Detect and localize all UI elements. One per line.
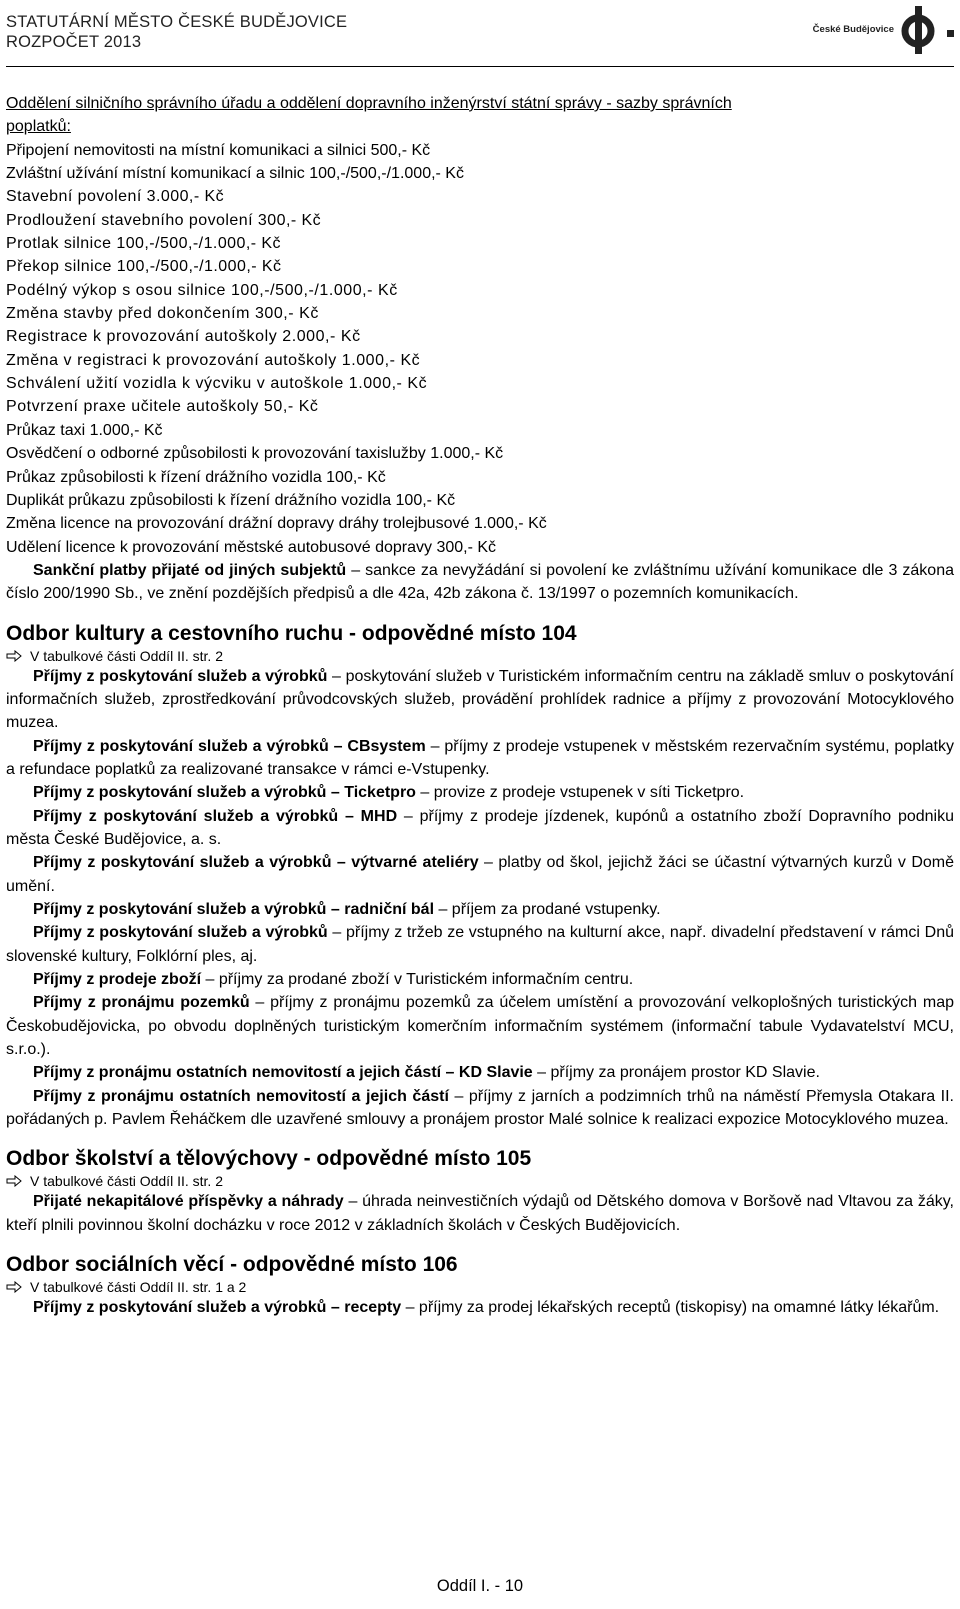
- fee-item: Průkaz způsobilosti k řízení drážního vozidla 100,- Kč: [6, 468, 386, 486]
- fee-item: Změna stavby před dokončením 300,- Kč: [6, 305, 319, 323]
- arrow-right-icon: [6, 1175, 22, 1187]
- page-header: [6, 12, 954, 62]
- table-reference: V tabulkové části Oddíl II. str. 2: [6, 647, 954, 665]
- fee-item: Schválení užití vozidla k výcviku v autoškole 1.000,- Kč: [6, 375, 428, 393]
- paragraph: Příjmy z pronájmu pozemků – příjmy z pronájmu pozemků za účelem umístění a provozování velkoplošných turistických map Českobudějovicka, po obvodu doplněných turistickým komerčním informačním systémem (informační tabule Vydavatelství MCU, s.r.o.).: [6, 994, 954, 1059]
- page-number: Oddíl I. - 10: [436, 1577, 524, 1595]
- fee-list: [6, 139, 954, 559]
- arrow-right-icon: [6, 650, 22, 662]
- fee-item: Stavební povolení 3.000,- Kč: [6, 188, 225, 206]
- paragraph: [6, 559, 954, 606]
- header-budget: ROZPOČET 2013: [6, 33, 142, 51]
- fee-item: Protlak silnice 100,-/500,-/1.000,- Kč: [6, 235, 282, 253]
- logo-square-icon: [947, 30, 954, 37]
- fee-item: Zvláštní užívání místní komunikací a silnic 100,-/500,-/1.000,- Kč: [6, 165, 464, 183]
- paragraph: Přijaté nekapitálové příspěvky a náhrady – úhrada neinvestičních výdajů od Dětského domova v Boršově nad Vltavou za žáky, kteří plnili povinnou školní docházku v roce 2012 v základních školách v Českých Budějovicích.: [6, 1193, 954, 1234]
- logo-text: České Budějovice: [812, 24, 894, 35]
- fee-item: Potvrzení praxe učitele autoškoly 50,- Kč: [6, 398, 319, 416]
- paragraph: Příjmy z pronájmu ostatních nemovitostí a jejich částí – příjmy z jarních a podzimních trhů na náměstí Přemysla Otakara II. pořádaných p. Pavlem Řeháčkem dle uzavřené smlouvy a pronájem prostor Malé solnice k realizaci expozice Motocyklového muzea.: [6, 1087, 954, 1129]
- section-heading: Odbor školství a tělovýchovy - odpovědné místo 105: [6, 1147, 532, 1171]
- fee-item: Změna v registraci k provozování autoškoly 1.000,- Kč: [6, 351, 421, 369]
- paragraph: Příjmy z pronájmu ostatních nemovitostí a jejich částí – KD Slavie – příjmy za pronájem prostor KD Slavie.: [33, 1064, 820, 1082]
- fee-item: Osvědčení o odborné způsobilosti k provozování taxislužby 1.000,- Kč: [6, 445, 504, 463]
- paragraph: Příjmy z prodeje zboží – příjmy za prodané zboží v Turistickém informačním centru.: [33, 971, 634, 989]
- fee-item: Udělení licence k provozování městské autobusové dopravy 300,- Kč: [6, 538, 497, 556]
- section-heading: Odbor sociálních věcí - odpovědné místo 106: [6, 1253, 458, 1277]
- table-reference: V tabulkové části Oddíl II. str. 2: [6, 1172, 954, 1190]
- paragraph-text: – sankce za nevyžádání si povolení ke zvláštnímu užívání komunikace dle 3 zákona číslo 200/1990 Sb., ve znění pozdějších předpisů a dle 42a, 42b zákona č. 13/1997 o pozemních komunikacích.: [6, 561, 954, 603]
- fee-item: Změna licence na provozování drážní dopravy dráhy trolejbusové 1.000,- Kč: [6, 515, 547, 533]
- city-logo-icon: [898, 4, 940, 56]
- paragraph: Příjmy z poskytování služeb a výrobků – CBsystem – příjmy z prodeje vstupenek v městském rezervačním systému, poplatky a refundace poplatků za realizované transakce v rámci e-Vstupenky.: [6, 737, 955, 778]
- fee-item: Podélný výkop s osou silnice 100,-/500,-/1.000,- Kč: [6, 281, 398, 299]
- arrow-right-icon: [6, 1281, 22, 1293]
- paragraph: Příjmy z poskytování služeb a výrobků – poskytování služeb v Turistickém informačním centru na základě smluv o poskytování informačních služeb, zprostředkování průvodcovských služeb, provádění prohlídek radnice a příjmy z provozování Motocyklového muzea.: [6, 667, 954, 732]
- section-heading: Odbor kultury a cestovního ruchu - odpovědné místo 104: [6, 621, 577, 645]
- city-logo: [804, 4, 954, 56]
- paragraph: Příjmy z poskytování služeb a výrobků – radniční bál – příjem za prodané vstupenky.: [33, 901, 661, 918]
- paragraph: Příjmy z poskytování služeb a výrobků – MHD – příjmy z prodeje jízdenek, kupónů a ostatního zboží Dopravního podniku města České Budějovice, a. s.: [6, 807, 954, 848]
- fee-item: Překop silnice 100,-/500,-/1.000,- Kč: [6, 258, 282, 276]
- header-divider: [6, 66, 954, 67]
- section-title: Oddělení silničního správního úřadu a oddělení dopravního inženýrství státní správy - sazby správních poplatků:: [6, 95, 732, 136]
- document-body: [6, 92, 954, 1319]
- header-city: STATUTÁRNÍ MĚSTO ČESKÉ BUDĚJOVICE: [6, 13, 348, 31]
- paragraph: Příjmy z poskytování služeb a výrobků – příjmy z tržeb ze vstupného na kulturní akce, např. divadelní představení v rámci Dnů slovenské kultury, Folklórní ples, aj.: [6, 924, 954, 965]
- fee-item: Duplikát průkazu způsobilosti k řízení drážního vozidla 100,- Kč: [6, 491, 456, 509]
- fee-item: Prodloužení stavebního povolení 300,- Kč: [6, 211, 322, 229]
- fee-item: Připojení nemovitosti na místní komunikaci a silnici 500,- Kč: [6, 141, 431, 159]
- fee-item: Průkaz taxi 1.000,- Kč: [6, 421, 163, 439]
- paragraph: Příjmy z poskytování služeb a výrobků – Ticketpro – provize z prodeje vstupenek v síti Ticketpro.: [33, 784, 745, 802]
- paragraph-lead: Sankční platby přijaté od jiných subjektů: [33, 561, 347, 579]
- fee-item: Registrace k provozování autoškoly 2.000,- Kč: [6, 328, 361, 346]
- table-reference: V tabulkové části Oddíl II. str. 1 a 2: [6, 1278, 954, 1296]
- paragraph: Příjmy z poskytování služeb a výrobků – recepty – příjmy za prodej lékařských receptů (tiskopisy) na omamné látky lékařům.: [33, 1299, 940, 1317]
- paragraph: Příjmy z poskytování služeb a výrobků – výtvarné ateliéry – platby od škol, jejichž žáci se účastní výtvarných kurzů v Domě umění.: [6, 854, 954, 895]
